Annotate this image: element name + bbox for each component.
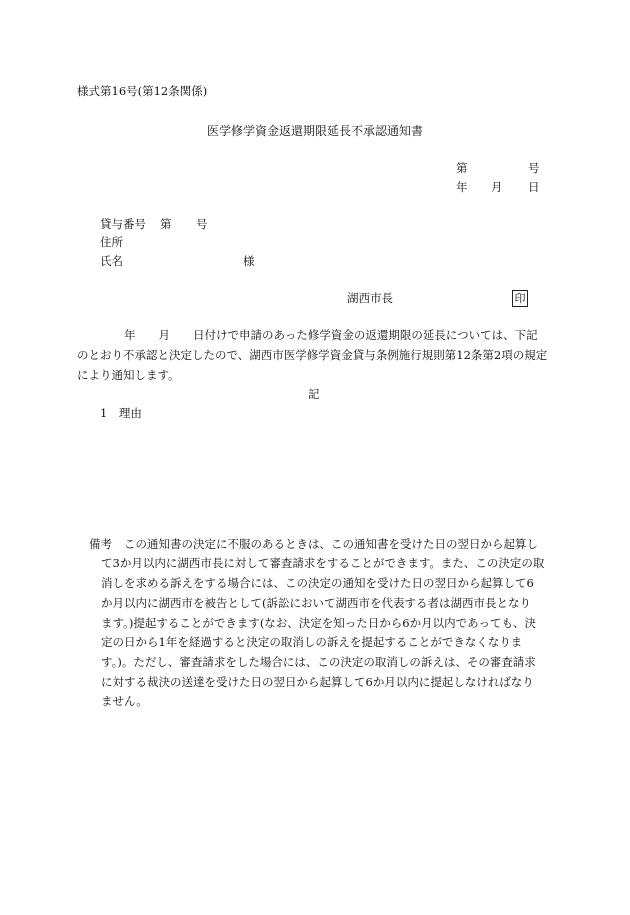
date-month: 月 [491,180,503,194]
loan-number-label: 貸与番号 [100,217,146,231]
name-label: 氏名 [100,254,123,268]
body-line-2: のとおり不承認と決定したので、湖西市医学修学資金貸与条例施行規則第12条第2項の規定 [77,348,548,362]
body-line-3: により通知します。 [77,368,180,382]
form-label: 様式第16号(第12条関係) [77,84,208,98]
ki-heading: 記 [308,387,320,401]
date-day: 日 [528,180,540,194]
loan-number-dai: 第 [160,217,172,231]
doc-number-dai: 第 [456,161,468,175]
remarks-line-9: ません。 [101,694,148,708]
loan-number-go: 号 [196,217,208,231]
doc-number-go: 号 [528,161,540,175]
remarks-label: 備考 [89,537,112,551]
document-title: 医学修学資金返還期限延長不承認通知書 [207,124,424,138]
address-label: 住所 [100,235,123,249]
reason-label: 1 理由 [100,406,142,420]
honorific-sama: 様 [243,254,255,268]
date-year: 年 [456,180,468,194]
remarks-line-5: ます。)提起することができます(なお、決定を知った日から6か月以内であっても、決 [101,616,537,630]
remarks-line-7: す。)。ただし、審査請求をした場合には、この決定の取消しの訴えは、その審査請求 [101,655,536,669]
remarks-line-8: に対する裁決の送達を受けた日の翌日から起算して6か月以内に提起しなければなり [101,675,534,689]
remarks-line-3: 消しを求める訴えをする場合には、この決定の通知を受けた日の翌日から起算して6 [101,576,534,590]
seal-mark: 印 [512,290,528,307]
remarks-line-4: か月以内に湖西市を被告として(訴訟において湖西市を代表する者は湖西市長となり [101,596,531,610]
remarks-line-2: て3か月以内に湖西市長に対して審査請求をすることができます。また、この決定の取 [101,556,545,570]
remarks-line-6: 定の日から1年を経過すると決定の取消しの訴えを提起することができなくなりま [101,635,523,649]
body-line-1: 年 月 日付けで申請のあった修学資金の返還期限の延長については、下記 [124,328,538,342]
remarks-line-1: この通知書の決定に不服のあるときは、この通知書を受けた日の翌日から起算し [124,537,538,551]
sender-name: 湖西市長 [347,291,393,305]
